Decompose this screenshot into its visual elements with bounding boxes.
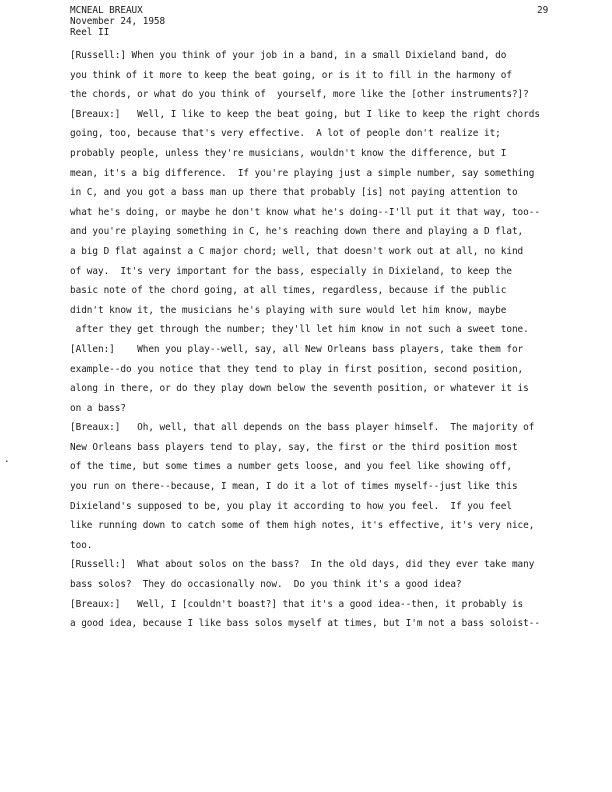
reel-label: Reel II [70, 27, 110, 38]
transcript-paragraph [70, 418, 540, 555]
transcript-line: like running down to catch some of them high notes, it's effective, it's very nice, [70, 520, 535, 532]
transcript-line: a good idea, because I like bass solos myself at times, but I'm not a bass soloist-- [70, 618, 540, 630]
transcript-line: what he's doing, or maybe he don't know what he's doing--I'll put it that way, too-- [70, 206, 540, 218]
transcript-line: [Russell:] What about solos on the bass? In the old days, did they ever take many [70, 559, 535, 571]
transcript-paragraph [70, 105, 540, 340]
transcript-line: and you're playing something in C, he's reaching down there and playing a D flat, [70, 226, 524, 238]
transcript-line: Dixieland's supposed to be, you play it according to how you feel. If you feel [70, 500, 512, 512]
transcript-line: along in there, or do they play down below the seventh position, or whatever it is [70, 383, 529, 395]
transcript-line: too. [70, 539, 93, 551]
transcript-paragraph [70, 595, 540, 634]
transcript-line: probably people, unless they're musicians, wouldn't know the difference, but I [70, 147, 507, 159]
transcript-line: [Russell:] When you think of your job in a band, in a small Dixieland band, do [70, 50, 507, 61]
transcript-paragraph [70, 555, 540, 594]
transcript-line: mean, it's a big difference. If you're playing just a simple number, say something [70, 167, 535, 179]
transcript-line: [Allen:] When you play--well, say, all New Orleans bass players, take them for [70, 343, 524, 355]
transcript-line: on a bass? [70, 402, 126, 414]
transcript-line: going, too, because that's very effective. A lot of people don't realize it; [70, 128, 501, 140]
transcript-line: [Breaux:] Well, I like to keep the beat going, but I like to keep the right chords [70, 108, 540, 120]
transcript-line: the chords, or what do you think of yourself, more like the [other instruments?]? [70, 89, 529, 101]
transcript-line: [Breaux:] Well, I [couldn't boast?] that it's a good idea--then, it probably is [70, 598, 524, 610]
transcript-line: of the time, but some times a number gets loose, and you feel like showing off, [70, 461, 512, 473]
transcript-line: you run on there--because, I mean, I do it a lot of times myself--just like this [70, 481, 518, 493]
margin-mark: . [4, 454, 10, 465]
transcript-line: New Orleans bass players tend to play, say, the first or the third position most [70, 441, 518, 453]
transcript-line: example--do you notice that they tend to play in first position, second position, [70, 363, 524, 375]
transcript-line: didn't know it, the musicians he's playing with sure would let him know, maybe [70, 304, 507, 316]
interview-date: November 24, 1958 [70, 16, 166, 27]
transcript-body [70, 46, 540, 634]
transcript-line: [Breaux:] Oh, well, that all depends on the bass player himself. The majority of [70, 422, 535, 434]
transcript-paragraph [70, 340, 540, 418]
transcript-line: bass solos? They do occasionally now. Do you think it's a good idea? [70, 579, 462, 591]
transcript-line: in C, and you got a bass man up there that probably [is] not paying attention to [70, 187, 518, 199]
transcript-line: after they get through the number; they'll let him know in not such a sweet tone. [70, 324, 529, 336]
transcript-line: basic note of the chord going, at all times, regardless, because if the public [70, 285, 507, 297]
transcript-line: you think of it more to keep the beat going, or is it to fill in the harmony of [70, 69, 512, 81]
transcript-line: a big D flat against a C major chord; well, that doesn't work out at all, no kind [70, 245, 524, 257]
transcript-paragraph [70, 46, 540, 105]
interviewee-name: MCNEAL BREAUX [70, 5, 143, 16]
transcript-line: of way. It's very important for the bass, especially in Dixieland, to keep the [70, 265, 512, 277]
page-number: 29 [537, 5, 549, 16]
